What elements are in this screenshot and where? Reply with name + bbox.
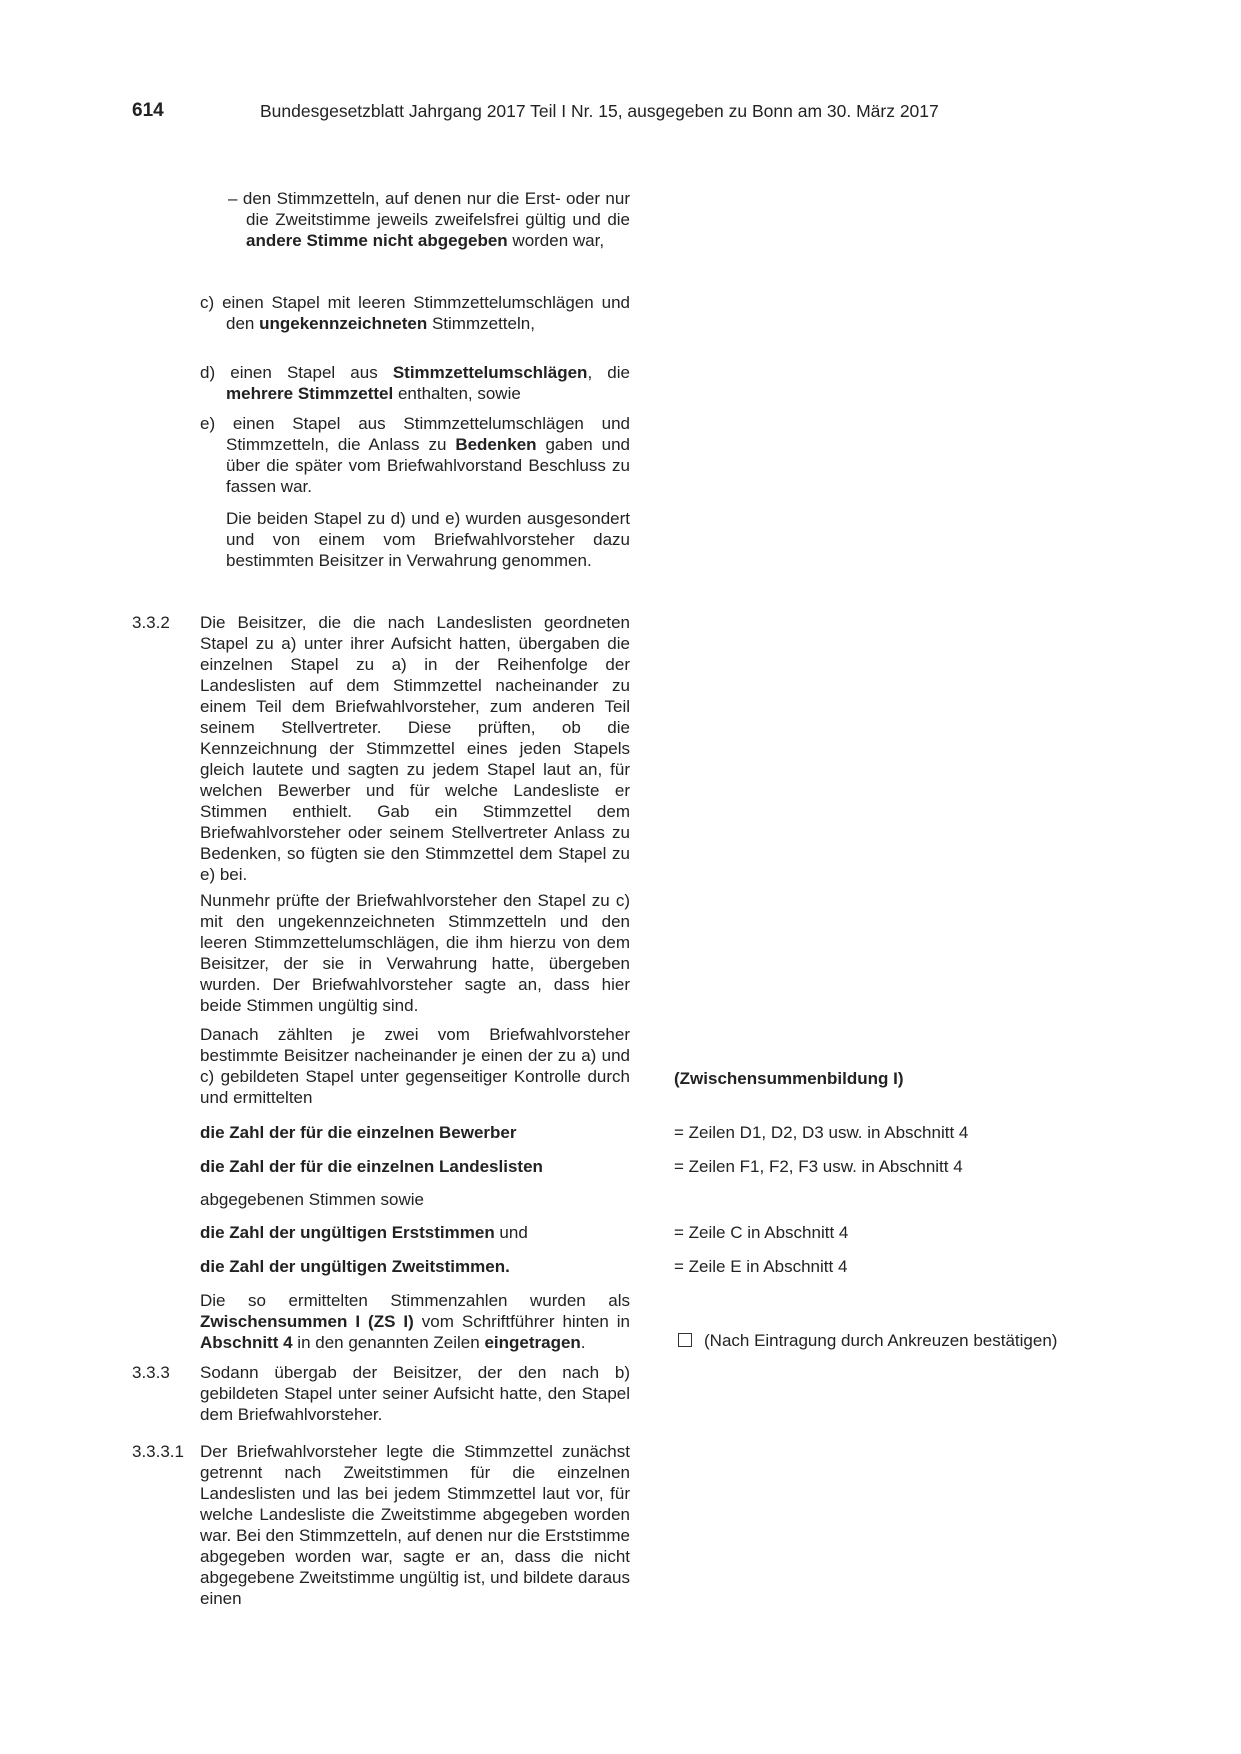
count-line-ungueltig-erst: die Zahl der ungültigen Erststimmen und [200,1223,528,1242]
list-item-e: e) einen Stapel aus Stimmzettelumschlägen und Stimmzetteln, die Anlass zu Bedenken gaben und über die später vom Briefwahlvorstand Beschluss zu fassen war. [200,414,630,496]
right-ref-zeile-c: = Zeile C in Abschnitt 4 [674,1223,849,1242]
list-item-c: c) einen Stapel mit leeren Stimmzettelumschlägen und den ungekennzeichneten Stimmzetteln, [200,293,630,333]
section-3-3-3-1-paragraph: Der Briefwahlvorsteher legte die Stimmzettel zunächst getrennt nach Zweitstimmen für die einzelnen Landeslisten und las bei jedem Stimmzettel laut vor, für welche Landesliste die Zweitstimme abgegeben worden war. Bei den Stimmzetteln, auf denen nur die Erststimme abgegeben worden war, sagte er an, dass die nicht abgegebene Zweitstimme ungültig ist, und bildete daraus einen [200,1442,630,1608]
right-ref-zeile-e: = Zeile E in Abschnitt 4 [674,1257,848,1276]
section-3-3-2-paragraph-4: Die so ermittelten Stimmenzahlen wurden als Zwischensummen I (ZS I) vom Schriftführer hinten in Abschnitt 4 in den genannten Zeilen eingetragen. [200,1291,630,1352]
page-header-title: Bundesgesetzblatt Jahrgang 2017 Teil I Nr. 15, ausgegeben zu Bonn am 30. März 2017 [260,101,939,121]
right-ref-bewerber: = Zeilen D1, D2, D3 usw. in Abschnitt 4 [674,1123,969,1142]
right-ref-landeslisten: = Zeilen F1, F2, F3 usw. in Abschnitt 4 [674,1157,963,1176]
confirm-checkbox[interactable] [678,1333,692,1347]
count-line-landeslisten: die Zahl der für die einzelnen Landeslisten [200,1157,543,1176]
note-de-paragraph: Die beiden Stapel zu d) und e) wurden ausgesondert und von einem vom Briefwahlvorsteher dazu bestimmten Beisitzer in Verwahrung genommen. [226,509,630,570]
count-line-bewerber: die Zahl der für die einzelnen Bewerber [200,1123,517,1142]
list-item-d: d) einen Stapel aus Stimmzettelumschlägen, die mehrere Stimmzettel enthalten, sowie [200,363,630,403]
section-3-3-2-paragraph-2: Nunmehr prüfte der Briefwahlvorsteher den Stapel zu c) mit den ungekennzeichneten Stimmzetteln und den leeren Stimmzettelumschlägen, die ihm hierzu von dem Beisitzer, der sie in Verwahrung hatte, übergeben wurden. Der Briefwahlvorsteher sagte an, dass hier beide Stimmen ungültig sind. [200,891,630,1015]
confirm-label: (Nach Eintragung durch Ankreuzen bestätigen) [704,1331,1058,1350]
section-number-3-3-3-1: 3.3.3.1 [132,1442,184,1461]
section-number-3-3-3: 3.3.3 [132,1363,170,1382]
count-line-ungueltig-zweit: die Zahl der ungültigen Zweitstimmen. [200,1257,510,1276]
section-number-3-3-2: 3.3.2 [132,613,170,632]
dash-marker: – [228,189,238,208]
section-3-3-2-paragraph-1: Die Beisitzer, die die nach Landeslisten geordneten Stapel zu a) unter ihrer Aufsicht hatten, übergaben die einzelnen Stapel zu a) in der Reihenfolge der Landeslisten auf dem Stimmzettel nacheinander zu einem Teil dem Briefwahlvorsteher, zum anderen Teil seinem Stellvertreter. Diese prüften, ob die Kennzeichnung der Stimmzettel eines jeden Stapels gleich lautete und sagten zu jedem Stapel laut an, für welchen Bewerber und für welche Landesliste er Stimmen enthielt. Gab ein Stimmzettel dem Briefwahlvorsteher oder seinem Stellvertreter Anlass zu Bedenken, so fügten sie den Stimmzettel dem Stapel zu e) bei. [200,613,630,884]
page-number: 614 [132,100,164,121]
section-3-3-2-paragraph-3: Danach zählten je zwei vom Briefwahlvorsteher bestimmte Beisitzer nacheinander je einen der zu a) und c) gebildeten Stapel unter gegenseitiger Kontrolle durch und ermittelten [200,1025,630,1107]
dash-list-item: – den Stimmzetteln, auf denen nur die Erst- oder nur die Zweitstimme jeweils zweifelsfrei gültig und die andere Stimme nicht abgegeben worden war, [228,189,630,250]
count-line-abgegeben: abgegebenen Stimmen sowie [200,1190,424,1209]
confirm-row [674,1330,1057,1351]
section-3-3-3-paragraph: Sodann übergab der Beisitzer, der den nach b) gebildeten Stapel unter seiner Aufsicht hatte, den Stapel dem Briefwahlvorsteher. [200,1363,630,1424]
right-heading-zwischensumme: (Zwischensummenbildung I) [674,1069,904,1088]
